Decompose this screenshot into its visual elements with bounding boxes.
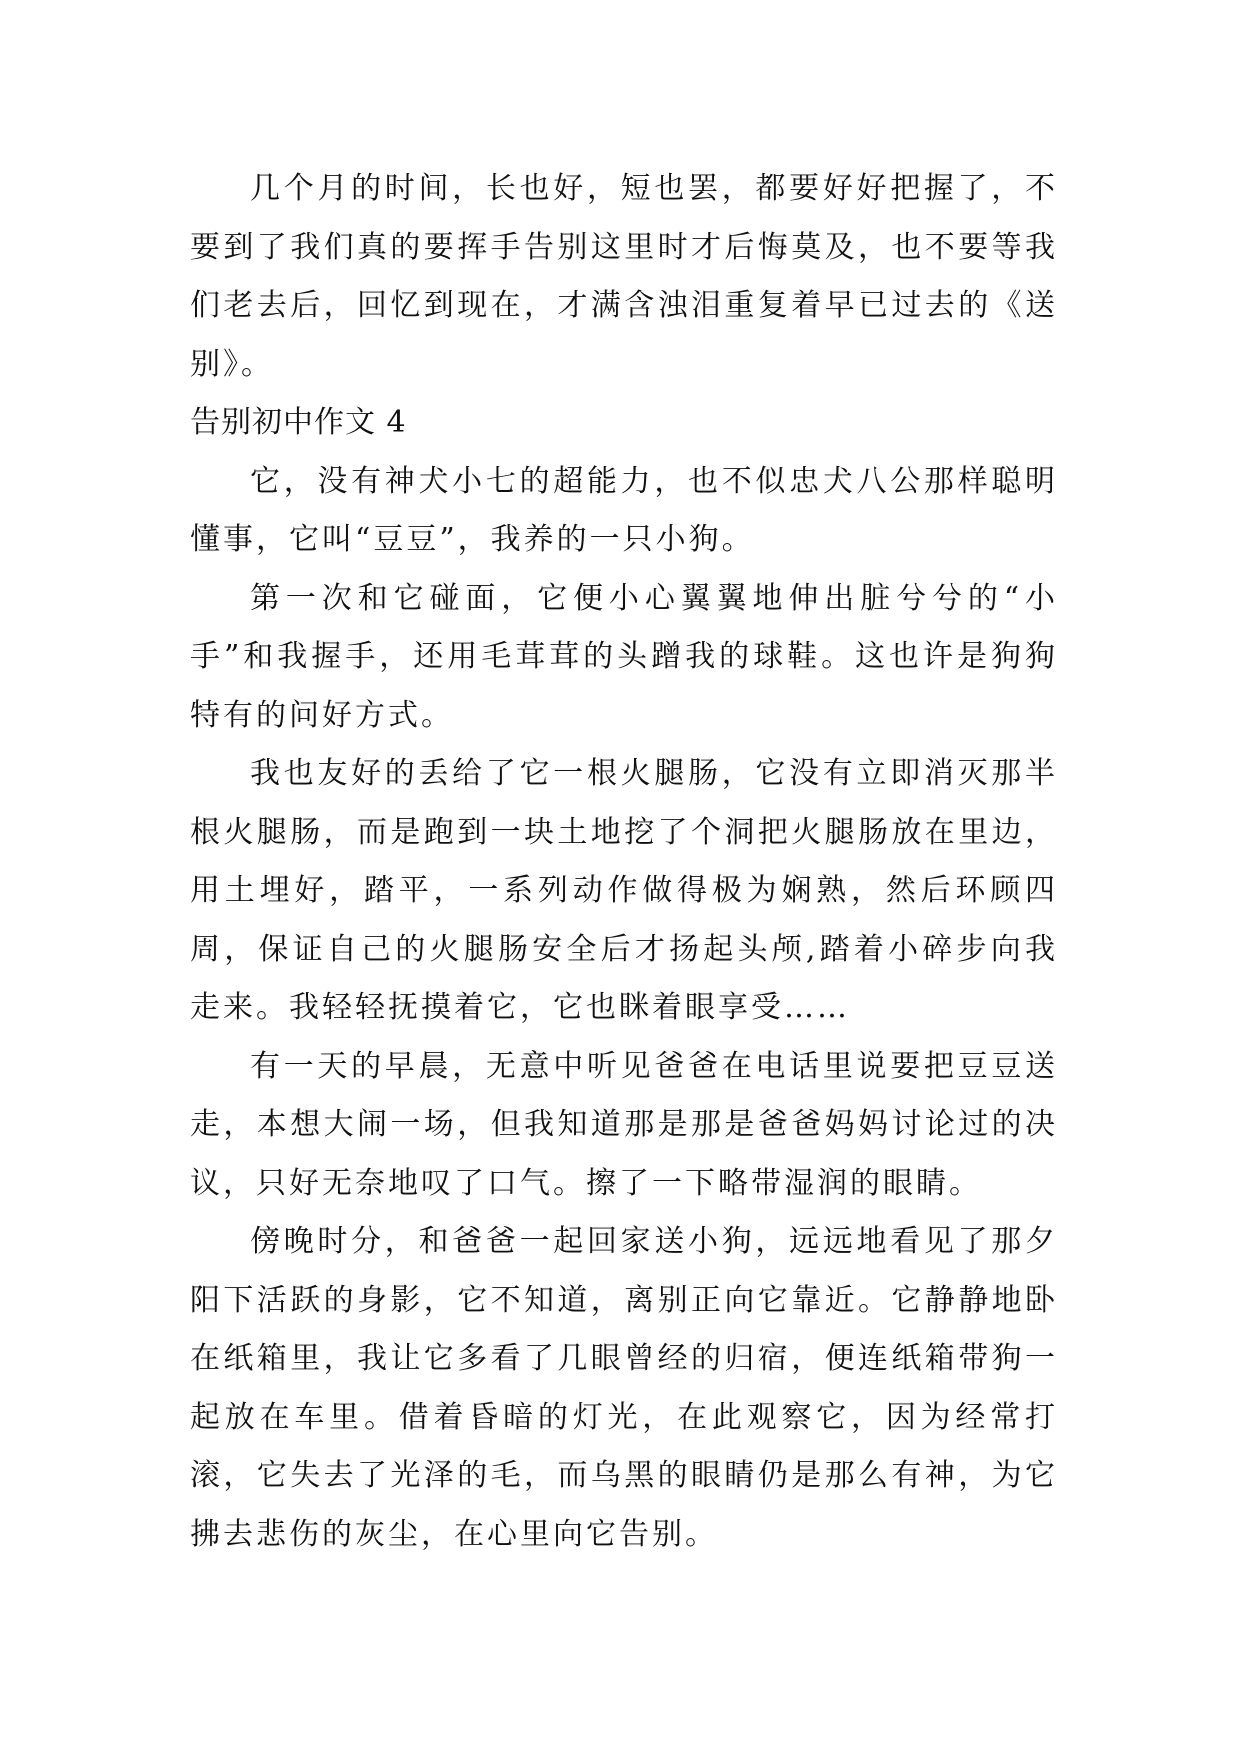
paragraph-sausage: 我也友好的丢给了它一根火腿肠，它没有立即消灭那半根火腿肠，而是跑到一块土地挖了个洞把火腿肠放在里边，用土埋好，踏平，一系列动作做得极为娴熟，然后环顾四周，保证自己的火腿肠安全后才扬起头颅,踏着小碎步向我走来。我轻轻抚摸着它，它也眯着眼享受……: [190, 756, 1058, 1025]
paragraph-doudou-intro: 它，没有神犬小七的超能力，也不似忠犬八公那样聪明懂事，它叫“豆豆”，我养的一只小狗。: [190, 463, 1058, 557]
section-heading: 告别初中作文 4: [190, 405, 407, 440]
paragraph-farewell-reflection: 几个月的时间，长也好，短也罢，都要好好把握了，不要到了我们真的要挥手告别这里时才后悔莫及，也不要等我们老去后，回忆到现在，才满含浊泪重复着早已过去的《送别》。: [190, 171, 1058, 382]
paragraph-evening-farewell: 傍晚时分，和爸爸一起回家送小狗，远远地看见了那夕阳下活跃的身影，它不知道，离别正向它靠近。它静静地卧在纸箱里，我让它多看了几眼曾经的归宿，便连纸箱带狗一起放在车里。借着昏暗的灯光，在此观察它，因为经常打滚，它失去了光泽的毛，而乌黑的眼睛仍是那么有神，为它拂去悲伤的灰尘，在心里向它告别。: [190, 1224, 1058, 1552]
paragraph-first-meeting: 第一次和它碰面，它便小心翼翼地伸出脏兮兮的“小手”和我握手，还用毛茸茸的头蹭我的球鞋。这也许是狗狗特有的问好方式。: [190, 580, 1058, 733]
paragraph-morning-news: 有一天的早晨，无意中听见爸爸在电话里说要把豆豆送走，本想大闹一场，但我知道那是那是爸爸妈妈讨论过的决议，只好无奈地叹了口气。擦了一下略带湿润的眼睛。: [190, 1048, 1058, 1201]
document-page: [190, 160, 1058, 1564]
